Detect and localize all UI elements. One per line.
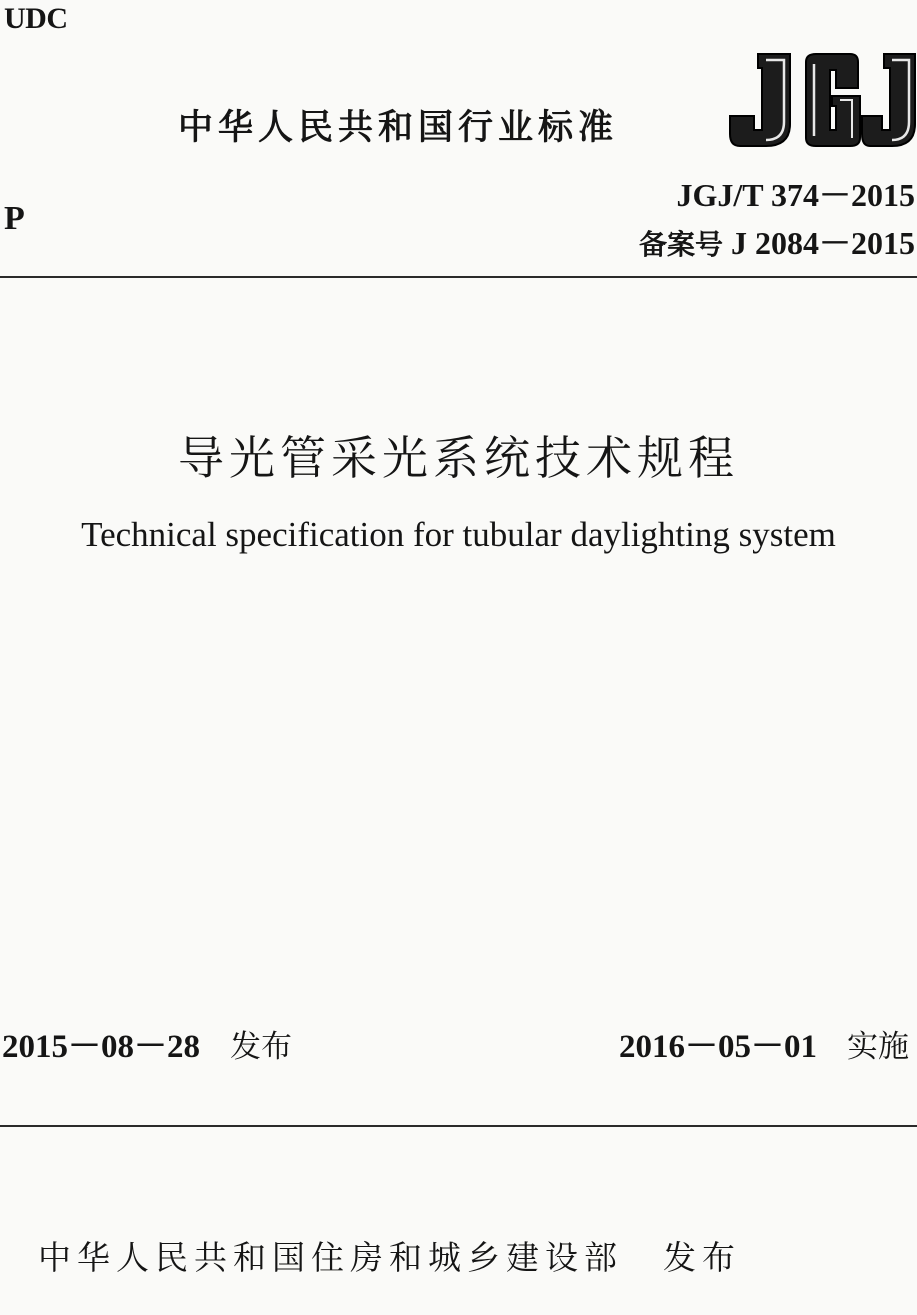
jgj-logo bbox=[728, 50, 917, 152]
record-number-line bbox=[639, 218, 915, 264]
publisher-action: 发布 bbox=[663, 1238, 741, 1277]
effective-date-line bbox=[619, 1020, 909, 1067]
udc-label: UDC bbox=[4, 2, 68, 35]
standard-number: JGJ/T 374－2015 bbox=[676, 177, 915, 213]
effective-date: 2016－05－01 bbox=[619, 1029, 817, 1065]
industry-standard-title: 中华人民共和国行业标准 bbox=[178, 108, 619, 148]
top-divider bbox=[0, 276, 917, 278]
document-title-english: Technical specification for tubular daylighting system bbox=[81, 515, 836, 554]
issue-date-line bbox=[2, 1020, 292, 1067]
issue-date: 2015－08－28 bbox=[2, 1029, 200, 1065]
record-number: J 2084－2015 bbox=[730, 225, 915, 261]
category-code: P bbox=[4, 200, 25, 237]
record-label: 备案号 bbox=[638, 228, 723, 261]
document-title-chinese: 导光管采光系统技术规程 bbox=[178, 431, 739, 485]
publisher-line bbox=[38, 1232, 741, 1279]
issue-word: 发布 bbox=[230, 1029, 292, 1065]
effective-word: 实施 bbox=[847, 1029, 909, 1065]
bottom-divider bbox=[0, 1125, 917, 1127]
publisher-name: 中华人民共和国住房和城乡建设部 bbox=[38, 1238, 623, 1277]
jgj-logo-graphic bbox=[728, 50, 917, 152]
